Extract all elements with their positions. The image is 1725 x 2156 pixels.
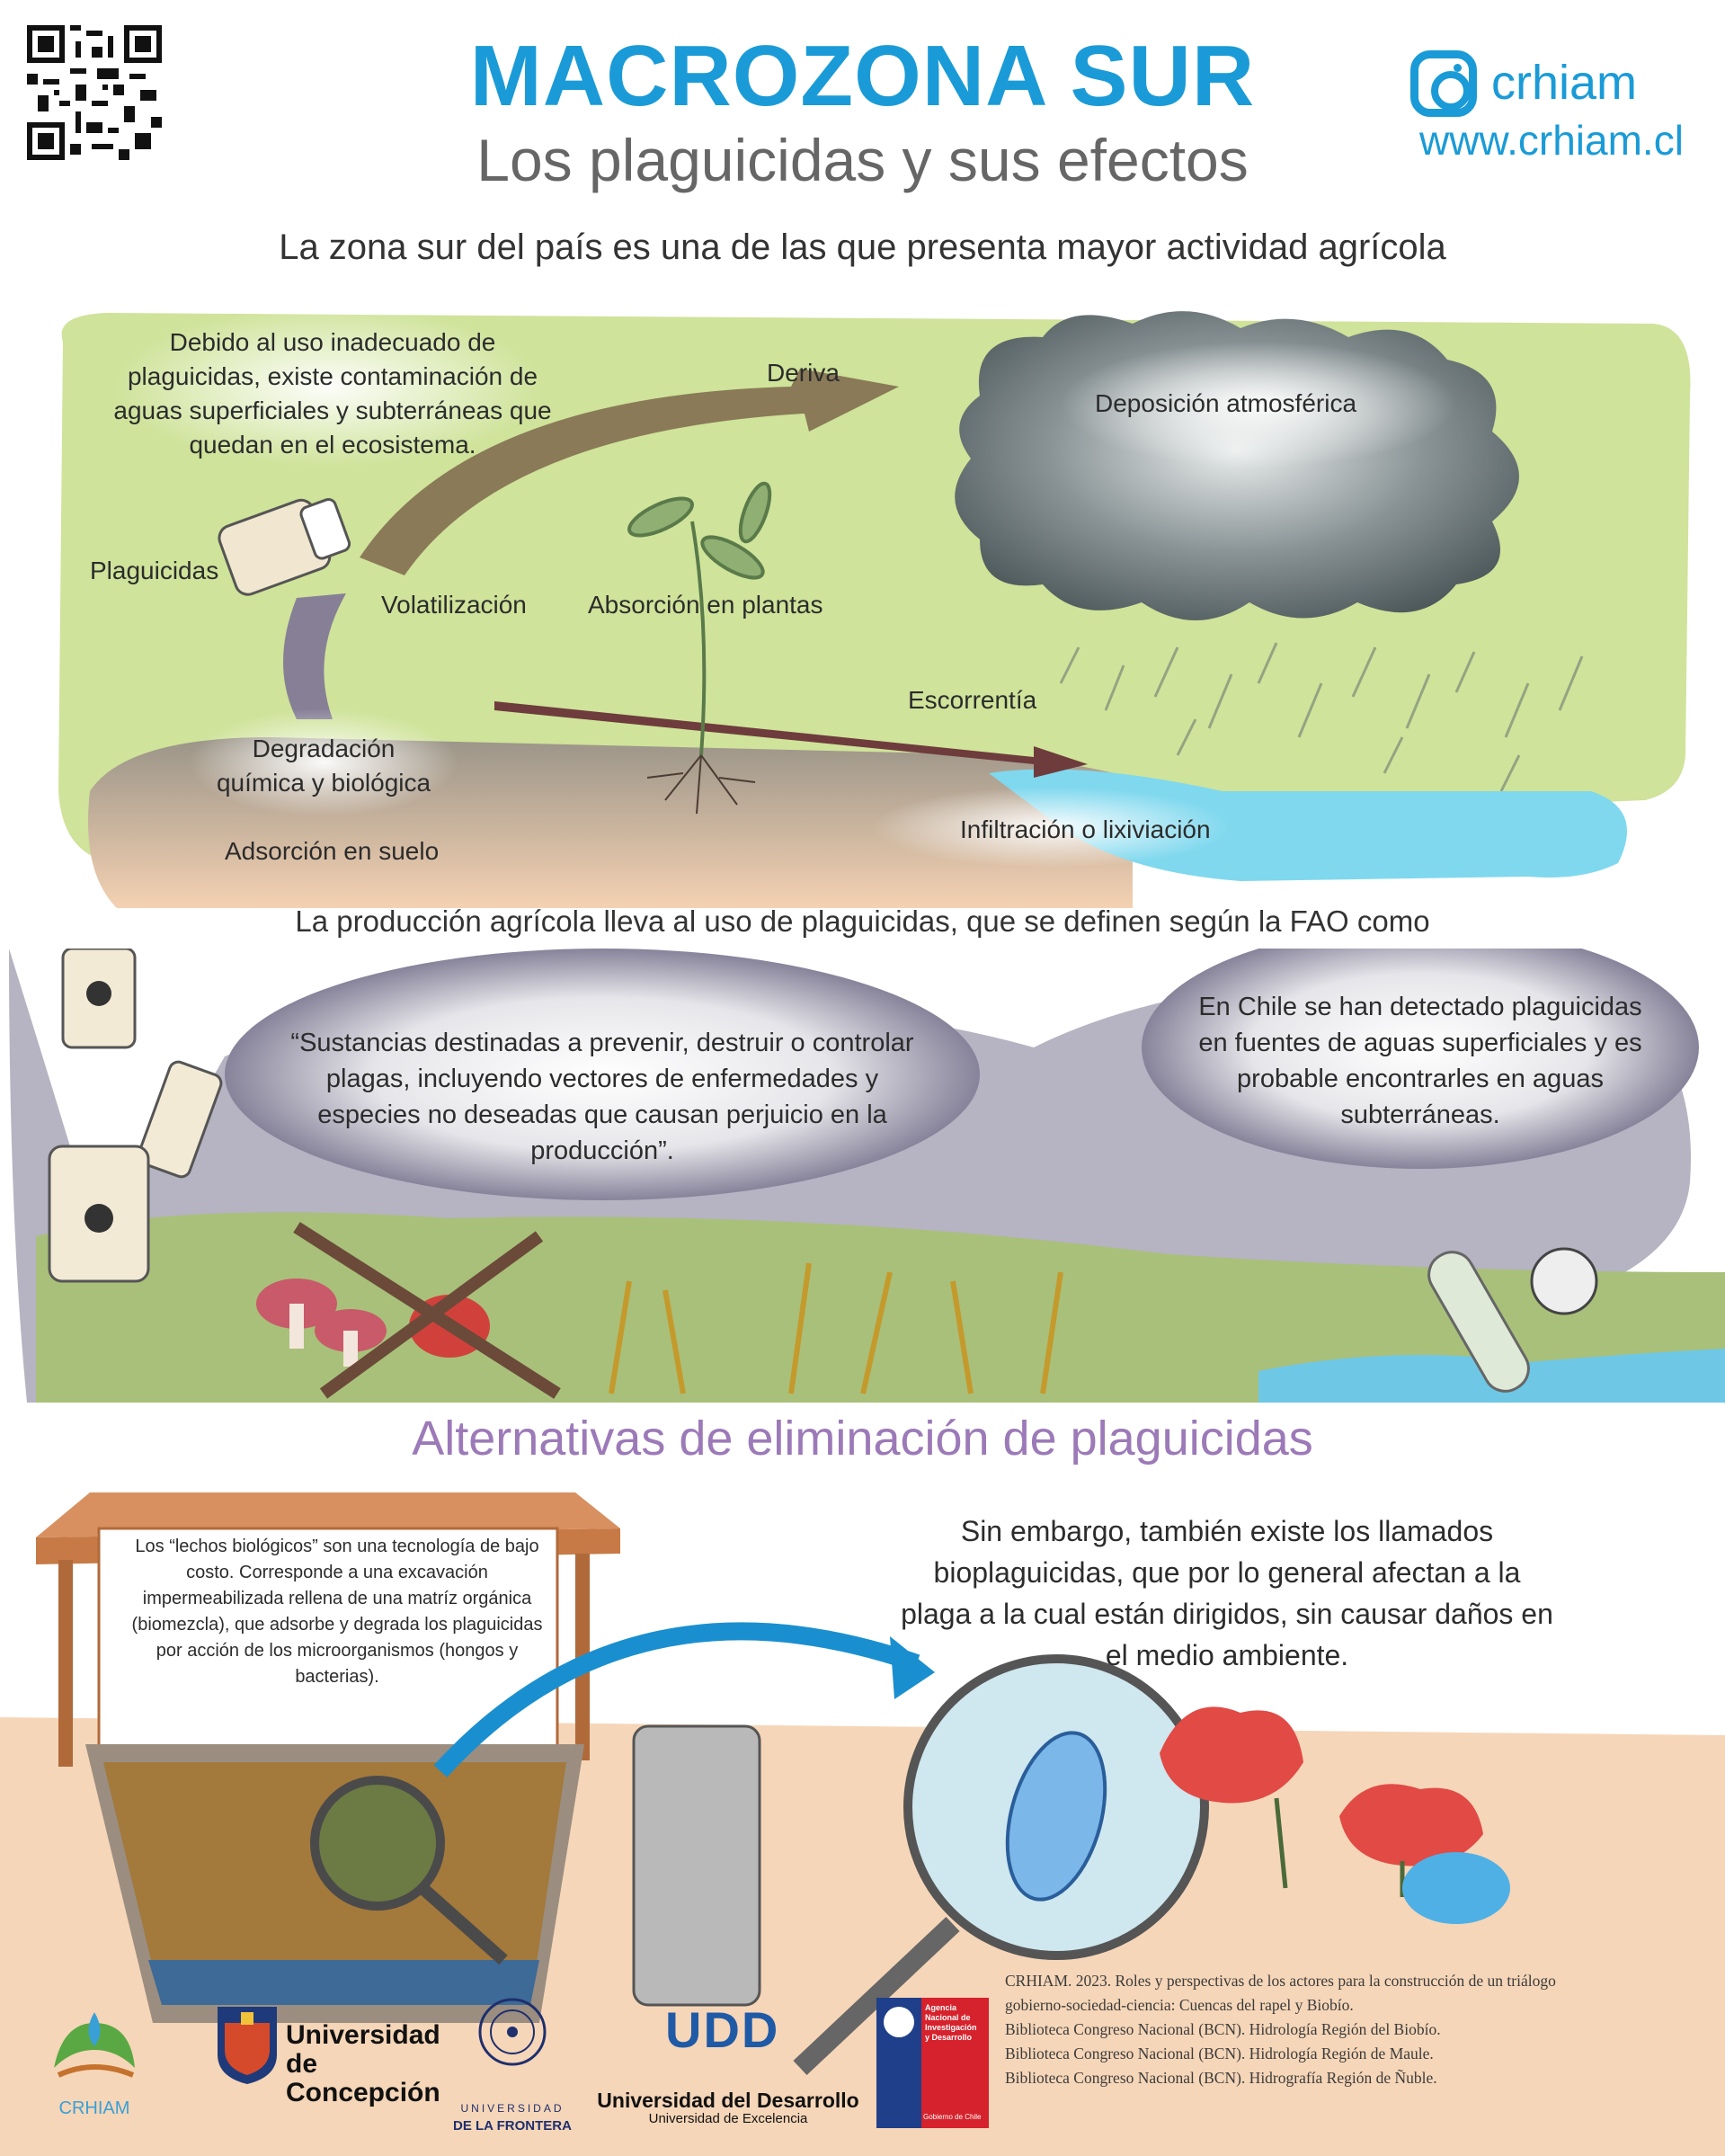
label-adsorcion: Adsorción en suelo: [225, 837, 440, 865]
logo-anid[interactable]: [876, 1998, 989, 2128]
reference-item: CRHIAM. 2023. Roles y perspectivas de los actores para la construcción de un triálogo: [1005, 1972, 1556, 1990]
crhiam-logo-text: CRHIAM: [58, 2098, 130, 2118]
udd-mark: UDD: [665, 2001, 780, 2058]
anid-line2: Nacional de: [925, 2013, 971, 2022]
anid-line1: Agencia: [925, 2003, 957, 2012]
udec-shield-icon: [216, 2005, 279, 2086]
logo-ufro[interactable]: [449, 1996, 575, 2149]
website-link[interactable]: www.crhiam.cl: [1419, 117, 1684, 164]
chile-crest-icon: [884, 2007, 914, 2037]
label-escorrentia: Escorrentía: [908, 686, 1037, 714]
logo-udd[interactable]: [593, 2001, 863, 2127]
section-title-alternatives: Alternativas de eliminación de plaguicidas: [412, 1412, 1313, 1466]
logo-udec[interactable]: [216, 2005, 449, 2113]
contamination-note: Debido al uso inadecuado de plaguicidas, existe contaminación de aguas superficiales y subterráneas que quedan en el ecosistema.: [113, 328, 552, 459]
crhiam-mark: [45, 2005, 144, 2095]
water-tank: [634, 1726, 760, 2005]
udec-line1: Universidad: [286, 2020, 440, 2050]
fao-definition-quote: “Sustancias destinadas a prevenir, destruir o controlar plagas, incluyendo vectores de enfermedades y especies no deseadas que causan perjuicio en la producción”.: [290, 1029, 914, 1165]
ufro-seal-icon: [476, 1996, 548, 2068]
social-links: [1410, 43, 1684, 164]
biobed-description: Los “lechos biológicos” son una tecnología de bajo costo. Corresponde a una excavación impermeabilizada rellena de una matríz orgánica (biomezcla), que adsorbe y degrada los plaguicidas por acción de los microorganismos (hongos y bacterias).: [131, 1537, 543, 1687]
anid-line3: Investigación: [925, 2023, 977, 2032]
chile-detection-text: En Chile se han detectado plaguicidas en fuentes de aguas superficiales y es probable encontrarles en aguas subterráneas.: [1198, 993, 1642, 1129]
page-title: MACROZONA SUR: [469, 28, 1256, 124]
label-degradacion: [207, 732, 440, 800]
label-deposicion: Deposición atmosférica: [1095, 389, 1357, 417]
label-absorcion: Absorción en plantas: [588, 591, 823, 619]
reference-item: gobierno-sociedad-ciencia: Cuencas del rapel y Biobío.: [1005, 1996, 1354, 2014]
label-plaguicidas: Plaguicidas: [90, 557, 219, 584]
biopesticides-text: Sin embargo, también existe los llamados bioplaguicidas, que por lo general afectan a la plaga a la cual están dirigidos, sin causar daños en el medio ambiente.: [901, 1515, 1553, 1671]
udec-line2: de Concepción: [286, 2049, 440, 2107]
label-deriva: Deriva: [767, 359, 840, 387]
instagram-handle[interactable]: crhiam: [1491, 56, 1638, 110]
blue-creature: [1402, 1852, 1510, 1924]
ufro-line2: DE LA FRONTERA: [453, 2118, 572, 2134]
reference-item: Biblioteca Congreso Nacional (BCN). Hidrología Región del Biobío.: [1005, 2020, 1441, 2038]
ufro-line1: UNIVERSIDAD: [460, 2102, 565, 2115]
reference-item: Biblioteca Congreso Nacional (BCN). Hidrología Región de Maule.: [1005, 2045, 1434, 2062]
label-volatilizacion: Volatilización: [381, 591, 527, 619]
intro-text: La zona sur del país es una de las que presenta mayor actividad agrícola: [279, 227, 1446, 267]
anid-gov: Gobierno de Chile: [923, 2113, 982, 2121]
references: [1005, 1969, 1706, 2090]
reference-item: Biblioteca Congreso Nacional (BCN). Hidrografía Región de Ñuble.: [1005, 2069, 1437, 2087]
label-degradacion-line1: Degradación: [252, 735, 396, 762]
anid-line4: y Desarrollo: [925, 2033, 973, 2042]
page-subtitle: Los plaguicidas y sus efectos: [476, 127, 1249, 193]
instagram-icon[interactable]: [1410, 50, 1477, 117]
logo-crhiam[interactable]: [45, 2005, 153, 2140]
magnifier-lens: [315, 1780, 440, 1906]
udd-name: Universidad del Desarrollo: [597, 2089, 859, 2112]
fao-lead-text: La producción agrícola lleva al uso de plaguicidas, que se definen según la FAO como: [295, 904, 1430, 938]
udd-tagline: Universidad de Excelencia: [648, 2111, 808, 2126]
skull-bubble: [1532, 1249, 1596, 1314]
label-infiltracion: Infiltración o lixiviación: [960, 815, 1211, 843]
label-degradacion-line2: química y biológica: [216, 769, 431, 797]
